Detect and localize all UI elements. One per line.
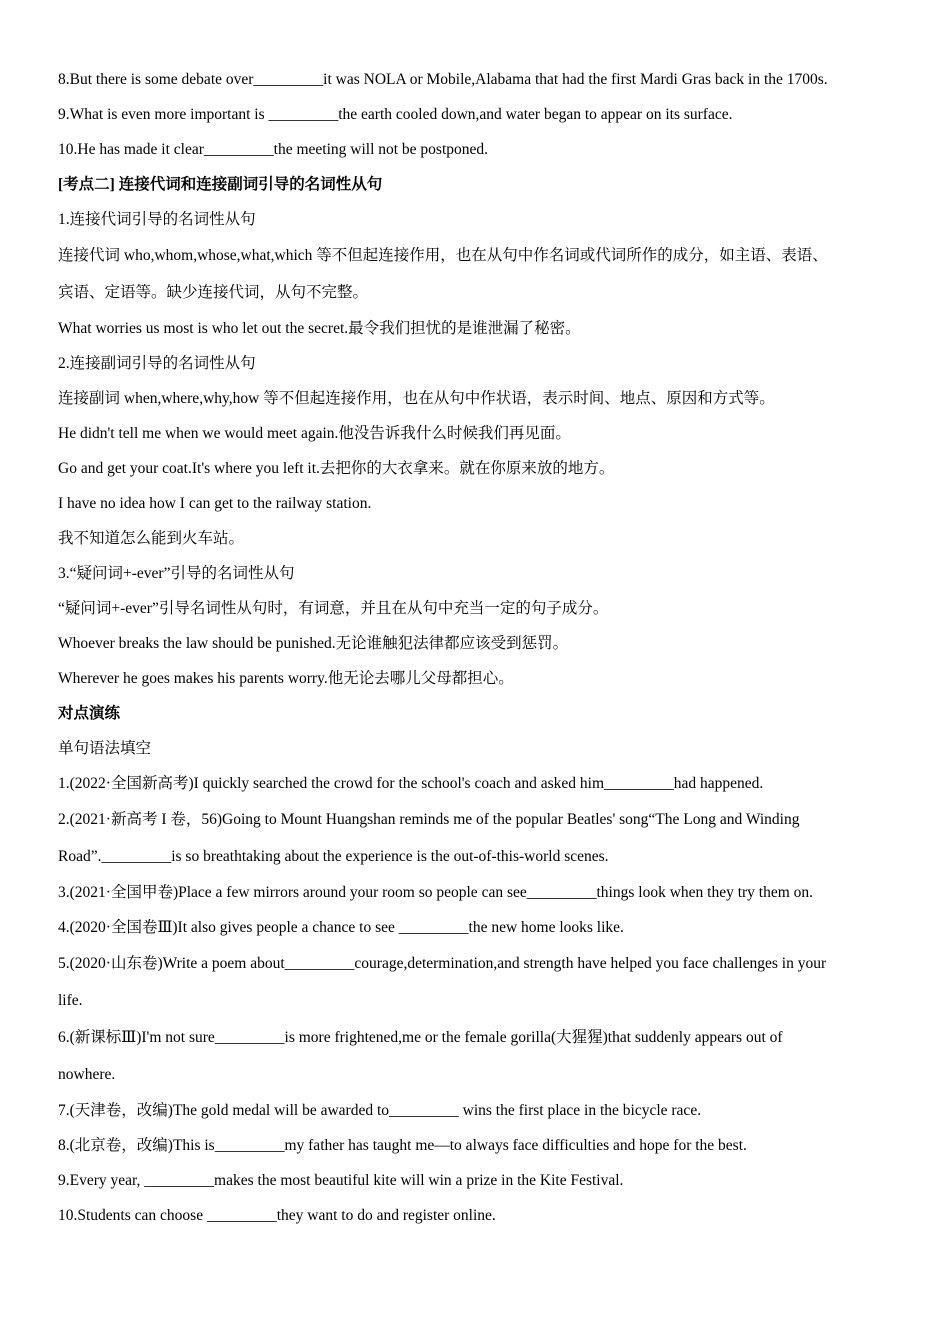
practice-question-4: 4.(2020·全国卷Ⅲ)It also gives people a chance to see _________the new home looks like. (58, 919, 624, 936)
practice-question-2: 2.(2021·新高考 I 卷，56)Going to Mount Huangshan reminds me of the popular Beatles' song“The Long and Winding (58, 811, 800, 828)
practice-question-8: 8.(北京卷，改编)This is_________my father has taught me—to always face difficulties and hope for the best. (58, 1137, 747, 1154)
practice-question-1: 1.(2022·全国新高考)I quickly searched the crowd for the school's coach and asked him_________had happened. (58, 775, 764, 792)
practice-question-9: 9.Every year, _________makes the most beautiful kite will win a prize in the Kite Festival. (58, 1172, 624, 1189)
practice-question-6-cont: nowhere. (58, 1066, 116, 1083)
practice-question-7: 7.(天津卷，改编)The gold medal will be awarded to_________ wins the first place in the bicycle race. (58, 1102, 702, 1119)
example-sentence: I have no idea how I can get to the railway station. (58, 495, 372, 512)
subheading-1: 1.连接代词引导的名词性从句 (58, 211, 256, 228)
subheading-3: 3.“疑问词+-ever”引导的名词性从句 (58, 565, 295, 582)
subheading-2: 2.连接副词引导的名词性从句 (58, 355, 256, 372)
practice-question-2-cont: Road”._________is so breathtaking about the experience is the out-of-this-world scenes. (58, 848, 609, 865)
practice-question-10: 10.Students can choose _________they want to do and register online. (58, 1207, 496, 1224)
example-translation: 我不知道怎么能到火车站。 (58, 530, 245, 547)
example-sentence: Whoever breaks the law should be punished.无论谁触犯法律都应该受到惩罚。 (58, 635, 569, 652)
practice-subheading: 单句语法填空 (58, 740, 152, 757)
section-heading: [考点二] 连接代词和连接副词引导的名词性从句 (58, 176, 383, 193)
example-sentence: Go and get your coat.It's where you left it.去把你的大衣拿来。就在你原来放的地方。 (58, 460, 615, 477)
practice-question-5: 5.(2020·山东卷)Write a poem about_________courage,determination,and strength have helped you face challenges in your (58, 955, 827, 972)
practice-question-5-cont: life. (58, 992, 83, 1009)
practice-question-3: 3.(2021·全国甲卷)Place a few mirrors around your room so people can see_________things look when they try them on. (58, 884, 814, 901)
practice-heading: 对点演练 (58, 705, 121, 722)
example-sentence: What worries us most is who let out the secret.最令我们担忧的是谁泄漏了秘密。 (58, 320, 581, 337)
example-sentence: Wherever he goes makes his parents worry.他无论去哪儿父母都担心。 (58, 670, 514, 687)
example-sentence: He didn't tell me when we would meet again.他没告诉我什么时候我们再见面。 (58, 425, 571, 442)
explanation-line: 连接副词 when,where,why,how 等不但起连接作用，也在从句中作状语，表示时间、地点、原因和方式等。 (58, 390, 775, 407)
explanation-line: 宾语、定语等。缺少连接代词，从句不完整。 (58, 284, 369, 301)
document-page (58, 62, 898, 1233)
exercise-line-9: 9.What is even more important is _________the earth cooled down,and water began to appear on its surface. (58, 106, 733, 123)
explanation-line: “疑问词+-ever”引导名词性从句时，有词意，并且在从句中充当一定的句子成分。 (58, 600, 609, 617)
explanation-line: 连接代词 who,whom,whose,what,which 等不但起连接作用，也在从句中作名词或代词所作的成分，如主语、表语、 (58, 247, 828, 264)
practice-question-6: 6.(新课标Ⅲ)I'm not sure_________is more frightened,me or the female gorilla(大猩猩)that suddenly appears out of (58, 1029, 783, 1046)
exercise-line-10: 10.He has made it clear_________the meeting will not be postponed. (58, 141, 489, 158)
exercise-line-8: 8.But there is some debate over_________it was NOLA or Mobile,Alabama that had the first Mardi Gras back in the 1700s. (58, 71, 828, 88)
